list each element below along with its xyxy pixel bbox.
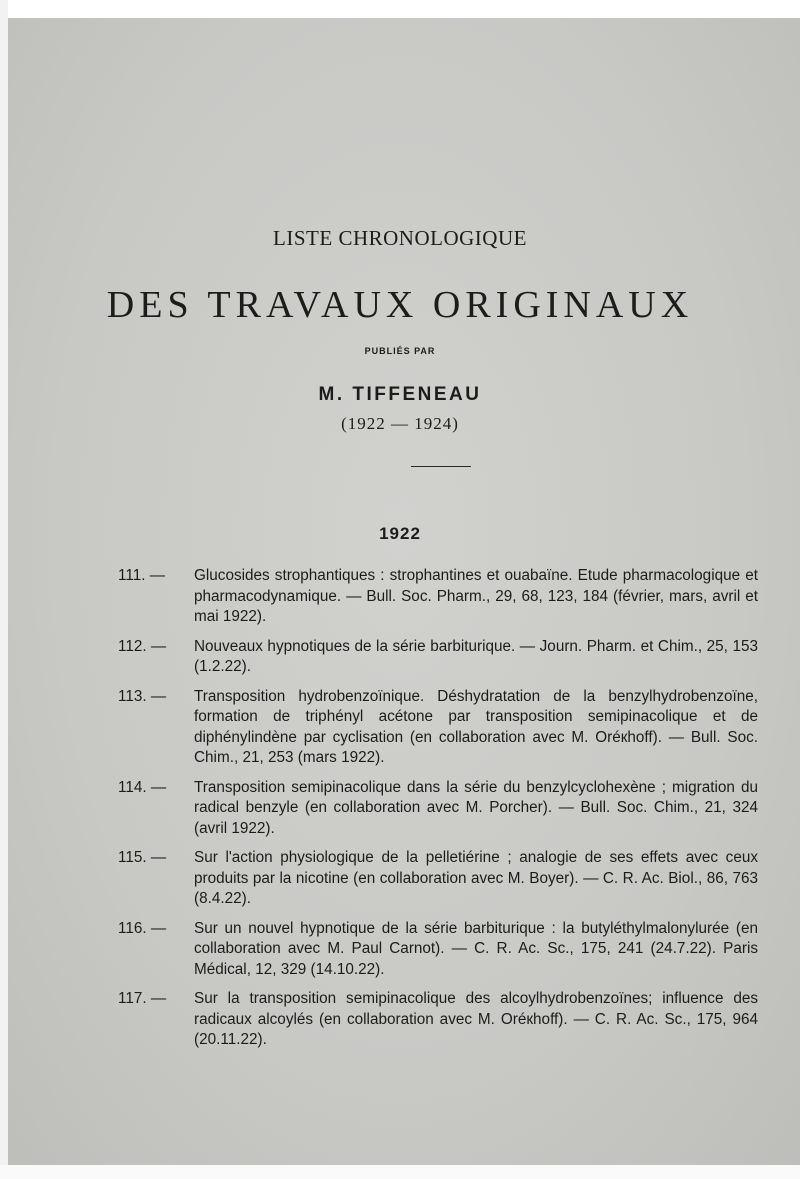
entry-text: Nouveaux hypnotiques de la série barbiturique. — Journ. Pharm. et Chim., 25, 153 (1.2.22).: [194, 637, 758, 675]
title-line-2: DES TRAVAUX ORIGINAUX: [106, 284, 694, 326]
author-name: M. TIFFENEAU: [318, 384, 482, 405]
entry-number: 116. —: [118, 919, 167, 937]
scan-margin-top: [0, 0, 800, 18]
entry-text: Glucosides strophantiques : strophantines et ouabaïne. Etude pharmacologique et pharmacodynamique. — Bull. Soc. Pharm., 29, 68, 123, 184 (février, mars, avril et mai 1922).: [194, 567, 758, 625]
list-item: [118, 566, 758, 628]
list-item: [118, 687, 758, 769]
entry-text: Transposition hydrobenzoïnique. Déshydratation de la benzylhydrobenzoïne, formation de triphényl acétone par transposition semipinacolique et de diphénylindène par cyclisation (en collaboration avec M. Oréкhoff). — Bull. Soc. Chim., 21, 253 (mars 1922).: [194, 687, 758, 766]
entry-number: 111. —: [118, 567, 166, 584]
list-item: [118, 848, 758, 910]
published-by-label: PUBLIÉS PAR: [364, 346, 436, 356]
entry-number: 114. —: [118, 778, 167, 796]
list-item: [118, 637, 758, 678]
list-item: [118, 989, 758, 1051]
entry-number: 115. —: [118, 849, 167, 866]
list-item: [118, 778, 758, 840]
publication-list: [118, 566, 758, 1060]
entry-text: Sur la transposition semipinacolique des alcoylhydrobenzoïnes; influence des radicaux alcoylés (en collaboration avec M. Oréкhoff). — C. R. Ac. Sc., 175, 964 (20.11.22).: [194, 990, 758, 1048]
section-year-heading: 1922: [379, 524, 421, 543]
year-range: (1922 — 1924): [341, 414, 459, 433]
entry-text: Sur un nouvel hypnotique de la série barbiturique : la butyléthylmalonylurée (en collaboration avec M. Paul Carnot). — C. R. Ac. Sc., 175, 241 (24.7.22). Paris Médical, 12, 329 (14.10.22).: [194, 919, 758, 978]
entry-text: Transposition semipinacolique dans la série du benzylcyclohexène ; migration du radical benzyle (en collaboration avec M. Porcher). — Bull. Soc. Chim., 21, 324 (avril 1922).: [194, 778, 758, 837]
divider-rule: [411, 466, 471, 467]
entry-text: Sur l'action physiologique de la pelletiérine ; analogie de ses effets avec ceux produits par la nicotine (en collaboration avec M. Boyer). — C. R. Ac. Biol., 86, 763 (8.4.22).: [194, 849, 758, 907]
scan-margin-left: [0, 0, 8, 1179]
list-item: [118, 919, 758, 981]
entry-number: 113. —: [118, 687, 167, 705]
entry-number: 112. —: [118, 637, 167, 655]
entry-number: 117. —: [118, 990, 167, 1007]
title-line-1: LISTE CHRONOLOGIQUE: [273, 226, 527, 250]
scan-margin-bottom: [0, 1165, 800, 1179]
